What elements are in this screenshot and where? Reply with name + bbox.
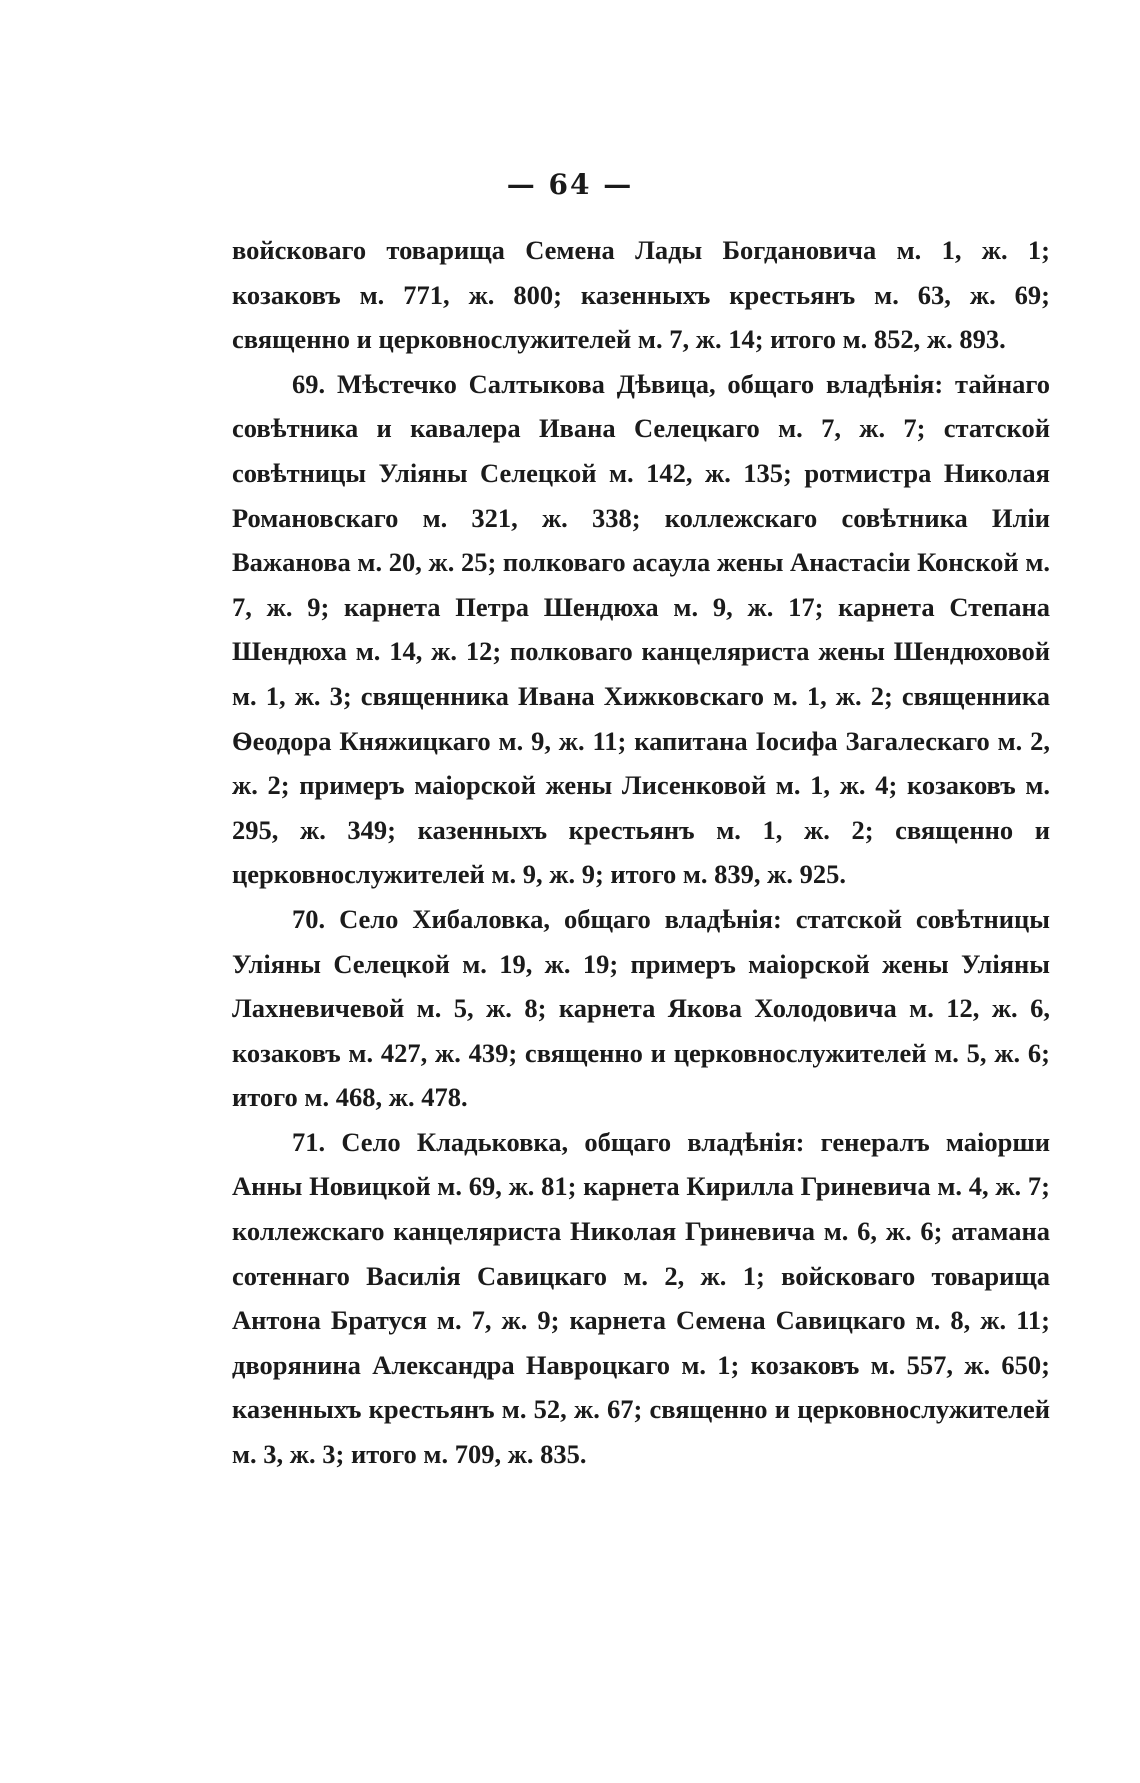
body-text	[232, 228, 1050, 1477]
paragraph-entry-71: 71. Село Кладьковка, общаго владѣнія: генералъ маіорши Анны Новицкой м. 69, ж. 81; карнета Кирилла Гриневича м. 4, ж. 7; коллежскаго канцеляриста Николая Гриневича м. 6, ж. 6; атамана сотеннаго Василія Савицкаго м. 2, ж. 1; войсковаго товарища Антона Братуся м. 7, ж. 9; карнета Семена Савицкаго м. 8, ж. 11; дворянина Александра Навроцкаго м. 1; козаковъ м. 557, ж. 650; казенныхъ крестьянъ м. 52, ж. 67; священно и церковнослужителей м. 3, ж. 3; итого м. 709, ж. 835.	[232, 1126, 1050, 1470]
paragraph-continuation: войсковаго товарища Семена Лады Богдановича м. 1, ж. 1; козаковъ м. 771, ж. 800; казенныхъ крестьянъ м. 63, ж. 69; священно и церковнослужителей м. 7, ж. 14; итого м. 852, ж. 893.	[232, 235, 1050, 355]
paragraph-entry-70: 70. Село Хибаловка, общаго владѣнія: статской совѣтницы Уліяны Селецкой м. 19, ж. 19; примеръ маіорской жены Уліяны Лахневичевой м. 5, ж. 8; карнета Якова Холодовича м. 12, ж. 6, козаковъ м. 427, ж. 439; священно и церковнослужителей м. 5, ж. 6; итого м. 468, ж. 478.	[232, 903, 1050, 1113]
paragraph-entry-69: 69. Мѣстечко Салтыкова Дѣвица, общаго владѣнія: тайнаго совѣтника и кавалера Ивана Селецкаго м. 7, ж. 7; статской совѣтницы Уліяны Селецкой м. 142, ж. 135; ротмистра Николая Романовскаго м. 321, ж. 338; коллежскаго совѣтника Иліи Важанова м. 20, ж. 25; полковаго асаула жены Анастасіи Конской м. 7, ж. 9; карнета Петра Шендюха м. 9, ж. 17; карнета Степана Шендюха м. 14, ж. 12; полковаго канцеляриста жены Шендюховой м. 1, ж. 3; священника Ивана Хижковскаго м. 1, ж. 2; священника Ѳеодора Княжицкаго м. 9, ж. 11; капитана Іосифа Загалескаго м. 2, ж. 2; примеръ маіорской жены Лисенковой м. 1, ж. 4; козаковъ м. 295, ж. 349; казенныхъ крестьянъ м. 1, ж. 2; священно и церковнослужителей м. 9, ж. 9; итого м. 839, ж. 925.	[232, 368, 1050, 890]
page-number: — 64 —	[506, 168, 634, 201]
